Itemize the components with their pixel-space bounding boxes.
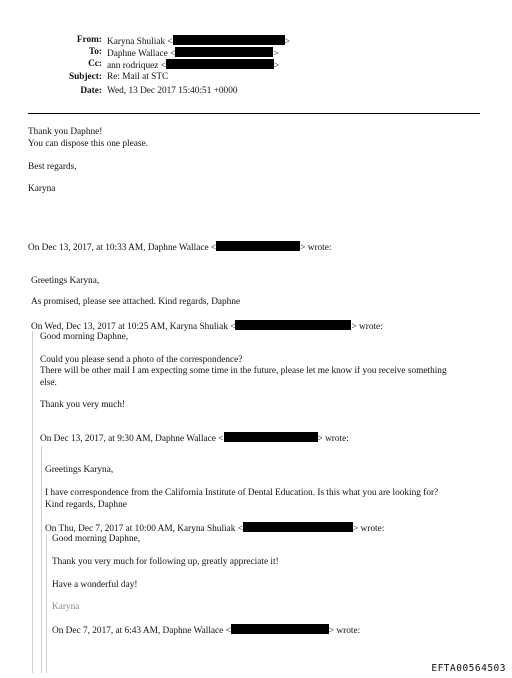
close-bracket: > (273, 49, 279, 59)
to-label: To: (88, 47, 102, 57)
close-bracket: > (273, 61, 280, 71)
quote-greeting: Good morning Daphne, (40, 332, 129, 342)
quote-bar (46, 534, 47, 673)
from-label: From: (76, 35, 102, 45)
quote-greeting: Good morning Daphne, (52, 534, 141, 544)
quote-text: Kind regards, Daphne (45, 500, 127, 510)
wrote-text: > wrote: (351, 322, 383, 332)
body-line: You can dispose this one please. (28, 139, 148, 149)
quote-text: Thank you very much for following up, greatly appreciate it! (52, 557, 279, 567)
wrote-text: > wrote: (317, 434, 349, 444)
quote-text: As promised, please see attached. Kind regards, Daphne (31, 297, 241, 307)
to-name: Daphne Wallace < (107, 49, 176, 59)
quote-text: else. (40, 378, 57, 388)
from-name: Karyna Shuliak < (107, 37, 173, 47)
quote-greeting: Greetings Karyna, (45, 465, 114, 475)
subject-label: Subject: (68, 72, 102, 82)
quote-greeting: Greetings Karyna, (31, 276, 100, 286)
quote-bar (32, 331, 33, 673)
cc-label: Cc: (88, 59, 102, 69)
wrote-text: > wrote: (328, 626, 361, 636)
redaction-box (173, 35, 285, 45)
redaction-box (243, 522, 353, 532)
attribution-text: On Wed, Dec 13, 2017 at 10:25 AM, Karyna Shuliak < (31, 322, 236, 332)
redaction-box (216, 241, 300, 251)
body-line: Thank you Daphne! (28, 127, 103, 137)
body-signature: Karyna (28, 184, 56, 194)
quote-bar (41, 446, 42, 673)
cc-name: ann rodriquez < (107, 61, 166, 71)
quote-attribution (28, 241, 331, 254)
quote-attribution (40, 432, 349, 445)
date-label: Date: (80, 86, 102, 96)
quote-text: Could you please send a photo of the correspondence? (40, 355, 243, 365)
header-divider (28, 113, 480, 114)
redaction-box (166, 59, 274, 69)
redaction-box (175, 47, 273, 57)
cc-value (107, 59, 279, 72)
quote-attribution (52, 624, 360, 637)
redaction-box (224, 432, 318, 442)
quote-text: Have a wonderful day! (52, 580, 138, 590)
wrote-text: > wrote: (352, 524, 385, 534)
close-bracket: > (284, 37, 290, 47)
attribution-text: On Thu, Dec 7, 2017 at 10:00 AM, Karyna Shuliak < (45, 524, 243, 534)
quote-text: Thank you very much! (40, 400, 125, 410)
bates-number: EFTA00564503 (431, 663, 506, 674)
attribution-text: On Dec 13, 2017, at 9:30 AM, Daphne Wallace < (40, 434, 224, 444)
body-line: Best regards, (28, 162, 77, 172)
subject-value: Re: Mail at STC (107, 72, 169, 82)
attribution-text: On Dec 13, 2017, at 10:33 AM, Daphne Wallace < (28, 243, 217, 253)
redaction-box (231, 624, 329, 634)
quote-signature: Karyna (52, 602, 80, 612)
redaction-box (235, 320, 351, 330)
date-value: Wed, 13 Dec 2017 15:40:51 +0000 (107, 86, 238, 96)
attribution-text: On Dec 7, 2017, at 6:43 AM, Daphne Wallace < (52, 626, 231, 636)
wrote-text: > wrote: (300, 243, 332, 253)
quote-text: I have correspondence from the California Institute of Dental Education. Is this what you are looking for? (45, 488, 439, 498)
quote-text: There will be other mail I am expecting some time in the future, please let me know if you receive something (40, 366, 447, 376)
